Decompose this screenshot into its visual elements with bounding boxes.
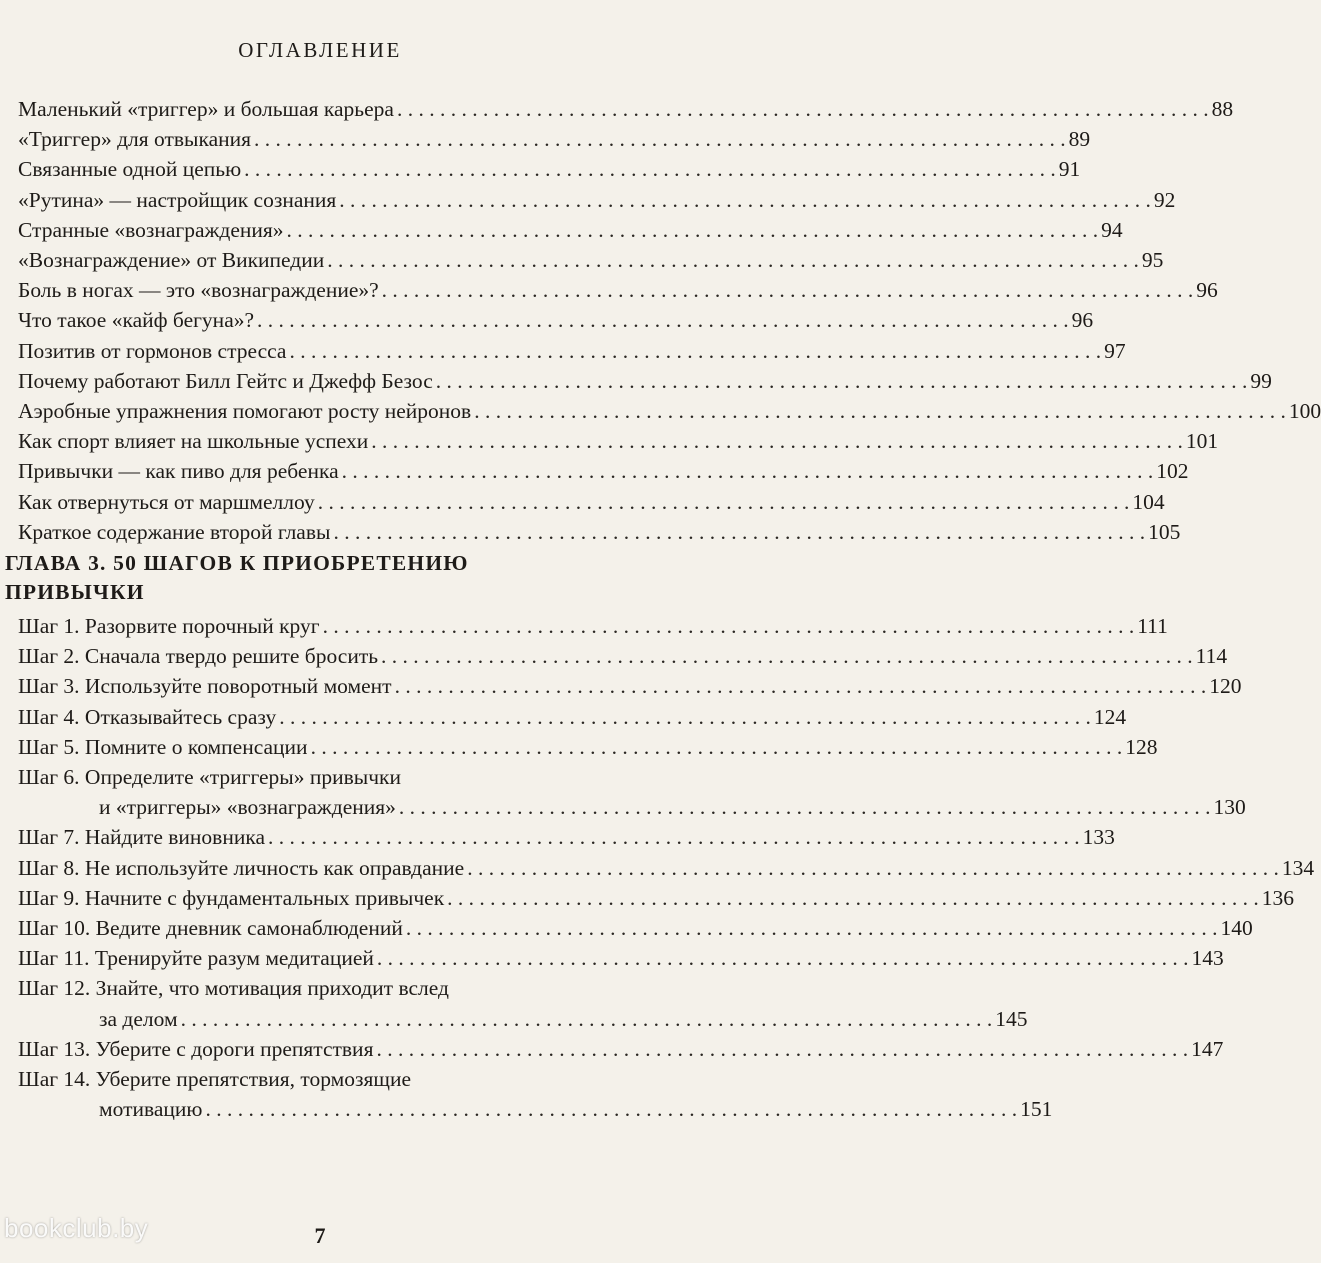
toc-entry-page-number: 145	[995, 1006, 1028, 1031]
toc-entry	[18, 671, 1242, 701]
toc-entry-title: Шаг 13. Уберите с дороги препятствия	[18, 1036, 374, 1061]
toc-entry-page-number: 140	[1220, 916, 1253, 941]
dot-leader	[376, 1034, 1188, 1064]
dot-leader	[447, 883, 1259, 913]
toc-entry	[18, 215, 1123, 245]
toc-entry-title: Шаг 11. Тренируйте разум медитацией	[18, 946, 374, 971]
toc-entry	[18, 702, 1127, 732]
toc-entry-title: Странные «вознаграждения»	[18, 217, 284, 242]
toc-entry-page-number: 147	[1191, 1036, 1224, 1061]
toc-entry-page-number: 128	[1125, 734, 1158, 759]
toc-entry-page-number: 134	[1281, 855, 1315, 880]
toc-entry-page-number: 91	[1058, 157, 1081, 182]
toc-entry-title-continuation: и «триггеры» «вознаграждения»	[99, 795, 396, 820]
dot-leader	[467, 853, 1279, 883]
toc-entry-title: Краткое содержание второй главы	[18, 519, 331, 544]
toc-entry-title: «Рутина» — настройщик сознания	[18, 187, 337, 212]
toc-entry-title: Привычки — как пиво для ребенка	[18, 459, 339, 484]
dot-leader	[377, 943, 1189, 973]
toc-entry-page-number: 94	[1101, 217, 1123, 242]
dot-leader	[339, 185, 1151, 215]
page-number: 7	[314, 1223, 326, 1248]
toc-entry-page-number: 100	[1288, 399, 1321, 424]
dot-leader	[279, 702, 1091, 732]
toc-entry-page-number: 96	[1071, 308, 1094, 333]
toc-entry	[18, 396, 1321, 426]
toc-entry-page-number: 130	[1213, 795, 1246, 820]
toc-entry-page-number: 99	[1250, 368, 1272, 393]
dot-leader	[287, 215, 1099, 245]
dot-leader	[289, 336, 1101, 366]
dot-leader	[181, 1004, 993, 1034]
toc-entry	[18, 641, 1228, 671]
dot-leader	[333, 517, 1145, 547]
dot-leader	[268, 822, 1080, 852]
dot-leader	[371, 426, 1183, 456]
dot-leader	[323, 611, 1135, 641]
toc-entry-page-number: 111	[1137, 614, 1168, 639]
toc-entry	[18, 1034, 1224, 1064]
dot-leader	[381, 641, 1193, 671]
toc-entry-page-number: 105	[1148, 519, 1181, 544]
toc-entry-title-line: Шаг 12. Знайте, что мотивация приходит вслед	[18, 976, 449, 1001]
toc-entry-title: Шаг 1. Разорвите порочный круг	[18, 614, 320, 639]
chapter-heading-line-1: ГЛАВА 3. 50 ШАГОВ К ПРИОБРЕТЕНИЮ	[5, 551, 469, 576]
toc-entry-page-number: 97	[1104, 338, 1126, 363]
toc-entry-title: Шаг 10. Ведите дневник самонаблюдений	[18, 916, 403, 941]
toc-entry-title: Шаг 7. Найдите виновника	[18, 825, 265, 850]
dot-leader	[436, 366, 1248, 396]
toc-entry-title-continuation: за делом	[99, 1006, 178, 1031]
toc-entry-page-number: 102	[1156, 459, 1189, 484]
toc-entry	[18, 1094, 1053, 1124]
toc-entry	[18, 366, 1272, 396]
toc-entry-page-number: 114	[1195, 644, 1228, 669]
dot-leader	[254, 124, 1066, 154]
toc-entry-title: «Вознаграждение» от Википедии	[18, 248, 325, 273]
chapter-heading	[5, 549, 625, 607]
toc-entry	[18, 943, 1224, 973]
toc-entry-page-number: 136	[1261, 885, 1295, 910]
toc-entry-title: Позитив от гормонов стресса	[18, 338, 287, 363]
dot-leader	[342, 456, 1154, 486]
toc-entry	[18, 487, 1165, 517]
toc-section-chapter-3	[18, 611, 1315, 1124]
dot-leader	[397, 94, 1209, 124]
toc-entry-page-number: 92	[1153, 187, 1176, 212]
toc-entry-page-number: 104	[1132, 489, 1165, 514]
dot-leader	[327, 245, 1139, 275]
toc-entry	[18, 517, 1181, 547]
toc-entry-title-line: Шаг 14. Уберите препятствия, тормозящие	[18, 1067, 412, 1092]
toc-entry	[18, 822, 1115, 852]
toc-entry-page-number: 143	[1191, 946, 1224, 971]
dot-leader	[395, 671, 1207, 701]
toc-entry-page-number: 120	[1209, 674, 1242, 699]
toc-entry	[18, 883, 1295, 913]
toc-entry	[18, 124, 1091, 154]
toc-entry	[18, 732, 1158, 762]
toc-section-chapter-2	[18, 94, 1321, 547]
toc-entry	[18, 94, 1234, 124]
dot-leader	[399, 792, 1211, 822]
toc-entry-title: Шаг 4. Отказывайтесь сразу	[18, 704, 277, 729]
dot-leader	[244, 154, 1056, 184]
table-of-contents	[5, 94, 1321, 1125]
dot-leader	[382, 275, 1194, 305]
toc-entry	[18, 1004, 1028, 1034]
toc-entry-title-continuation: мотивацию	[99, 1097, 203, 1122]
toc-entry-page-number: 101	[1185, 429, 1219, 454]
toc-entry-page-number: 124	[1093, 704, 1127, 729]
toc-entry	[18, 185, 1176, 215]
toc-entry	[18, 245, 1164, 275]
toc-entry-title: Как спорт влияет на школьные успехи	[18, 429, 369, 454]
toc-entry	[18, 154, 1081, 184]
toc-entry-title: Шаг 2. Сначала твердо решите бросить	[18, 644, 379, 669]
toc-entry-title: Шаг 8. Не используйте личность как оправдание	[18, 855, 465, 880]
toc-entry	[18, 336, 1126, 366]
toc-entry-title: Что такое «кайф бегуна»?	[18, 308, 255, 333]
toc-entry-title: «Триггер» для отвыкания	[18, 127, 252, 152]
toc-entry	[18, 913, 1253, 943]
toc-entry	[18, 792, 1246, 822]
toc-entry	[18, 426, 1219, 456]
toc-entry	[18, 611, 1168, 641]
dot-leader	[311, 732, 1123, 762]
toc-entry-title: Шаг 9. Начните с фундаментальных привычек	[18, 885, 445, 910]
running-head: ОГЛАВЛЕНИЕ	[238, 38, 402, 62]
toc-entry-title: Боль в ногах — это «вознаграждение»?	[18, 278, 379, 303]
toc-entry-title: Почему работают Билл Гейтс и Джефф Безос	[18, 368, 433, 393]
dot-leader	[205, 1094, 1017, 1124]
toc-entry-page-number: 151	[1020, 1097, 1053, 1122]
toc-entry-title: Аэробные упражнения помогают росту нейронов	[18, 399, 472, 424]
watermark-logo: bookclub.by	[4, 1213, 149, 1243]
toc-entry-title: Шаг 3. Используйте поворотный момент	[18, 674, 392, 699]
toc-entry-page-number: 88	[1211, 97, 1234, 121]
dot-leader	[318, 487, 1130, 517]
toc-entry	[18, 305, 1094, 335]
toc-entry-title: Связанные одной цепью	[18, 157, 242, 182]
dot-leader	[406, 913, 1218, 943]
toc-entry-title: Маленький «триггер» и большая карьера	[18, 97, 394, 121]
toc-entry-page-number: 96	[1196, 278, 1218, 303]
toc-entry	[18, 853, 1315, 883]
toc-entry-page-number: 95	[1141, 248, 1164, 273]
toc-entry	[18, 275, 1218, 305]
toc-entry-title: Шаг 5. Помните о компенсации	[18, 734, 308, 759]
toc-entry-title: Как отвернуться от маршмеллоу	[18, 489, 315, 514]
toc-entry-title-line: Шаг 6. Определите «триггеры» привычки	[18, 765, 402, 790]
toc-entry-page-number: 89	[1068, 127, 1091, 152]
dot-leader	[257, 305, 1069, 335]
dot-leader	[474, 396, 1286, 426]
chapter-heading-line-2: ПРИВЫЧКИ	[5, 580, 145, 605]
toc-entry-page-number: 133	[1082, 825, 1115, 850]
toc-entry	[18, 456, 1189, 486]
